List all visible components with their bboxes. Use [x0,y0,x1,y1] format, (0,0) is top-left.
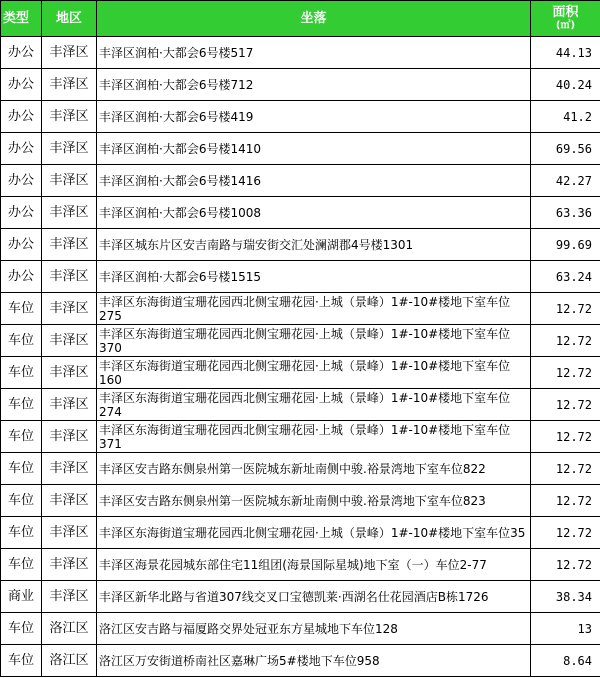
cell-area: 丰泽区 [42,549,97,581]
cell-size: 41.2 [531,101,600,133]
table-row [1,549,600,581]
cell-size: 12.72 [531,389,600,421]
cell-location: 丰泽区东海街道宝珊花园西北侧宝珊花园·上城（景峰）1#-10#楼地下室车位370 [97,325,531,357]
cell-type: 办公 [1,133,42,165]
cell-size: 12.72 [531,453,600,485]
cell-type: 车位 [1,389,42,421]
table-row [1,485,600,517]
cell-type: 车位 [1,421,42,453]
table-row [1,517,600,549]
cell-location: 丰泽区润柏·大都会6号楼1410 [97,133,531,165]
header-area: 地区 [42,1,97,37]
table-row [1,37,600,69]
cell-type: 车位 [1,517,42,549]
cell-area: 丰泽区 [42,101,97,133]
header-type: 类型 [1,1,42,37]
table-row [1,357,600,389]
table-row [1,613,600,645]
cell-area: 丰泽区 [42,485,97,517]
table-header [1,1,600,37]
cell-location: 丰泽区东海街道宝珊花园西北侧宝珊花园·上城（景峰）1#-10#楼地下室车位160 [97,357,531,389]
cell-area: 丰泽区 [42,453,97,485]
cell-size: 63.24 [531,261,600,293]
cell-location: 丰泽区东海街道宝珊花园西北侧宝珊花园·上城（景峰）1#-10#楼地下室车位35 [97,517,531,549]
table-row [1,133,600,165]
cell-location: 丰泽区润柏·大都会6号楼1515 [97,261,531,293]
table-row [1,421,600,453]
cell-size: 44.13 [531,37,600,69]
cell-location: 丰泽区安吉路东侧泉州第一医院城东新址南侧中骏.裕景湾地下室车位823 [97,485,531,517]
cell-location: 丰泽区东海街道宝珊花园西北侧宝珊花园·上城（景峰）1#-10#楼地下室车位275 [97,293,531,325]
table-row [1,165,600,197]
cell-location: 丰泽区东海街道宝珊花园西北侧宝珊花园·上城（景峰）1#-10#楼地下室车位371 [97,421,531,453]
cell-type: 车位 [1,325,42,357]
cell-type: 办公 [1,261,42,293]
table-row [1,453,600,485]
cell-size: 63.36 [531,197,600,229]
cell-area: 丰泽区 [42,517,97,549]
cell-area: 丰泽区 [42,421,97,453]
cell-type: 车位 [1,549,42,581]
cell-size: 12.72 [531,421,600,453]
cell-location: 丰泽区润柏·大都会6号楼419 [97,101,531,133]
cell-area: 洛江区 [42,613,97,645]
cell-type: 车位 [1,645,42,677]
cell-type: 车位 [1,613,42,645]
cell-type: 办公 [1,69,42,101]
header-size-unit: (㎡) [555,20,576,31]
cell-size: 42.27 [531,165,600,197]
cell-size: 12.72 [531,549,600,581]
cell-size: 12.72 [531,357,600,389]
cell-type: 办公 [1,37,42,69]
cell-type: 办公 [1,197,42,229]
table-body [1,37,600,677]
cell-location: 丰泽区润柏·大都会6号楼1008 [97,197,531,229]
cell-size: 38.34 [531,581,600,613]
header-size-label: 面积 [552,5,579,20]
cell-type: 办公 [1,229,42,261]
cell-size: 40.24 [531,69,600,101]
table-row [1,229,600,261]
cell-area: 丰泽区 [42,197,97,229]
cell-area: 丰泽区 [42,69,97,101]
cell-size: 99.69 [531,229,600,261]
table-row [1,293,600,325]
cell-type: 车位 [1,357,42,389]
cell-location: 丰泽区安吉路东侧泉州第一医院城东新址南侧中骏.裕景湾地下室车位822 [97,453,531,485]
cell-area: 丰泽区 [42,581,97,613]
cell-location: 丰泽区新华北路与省道307线交叉口宝德凯莱·西湖名仕花园酒店B栋1726 [97,581,531,613]
header-size [531,1,600,37]
cell-size: 12.72 [531,293,600,325]
cell-size: 8.64 [531,645,600,677]
cell-type: 车位 [1,485,42,517]
cell-location: 洛江区安吉路与福厦路交界处冠亚东方星城地下车位128 [97,613,531,645]
cell-type: 办公 [1,101,42,133]
cell-location: 洛江区万安街道桥南社区嘉琳广场5#楼地下车位958 [97,645,531,677]
cell-area: 丰泽区 [42,389,97,421]
cell-area: 丰泽区 [42,37,97,69]
cell-location: 丰泽区城东片区安吉南路与瑞安街交汇处澜湖郡4号楼1301 [97,229,531,261]
table-row [1,389,600,421]
table-row [1,197,600,229]
cell-area: 丰泽区 [42,325,97,357]
cell-size: 12.72 [531,517,600,549]
cell-size: 12.72 [531,325,600,357]
cell-area: 丰泽区 [42,261,97,293]
cell-location: 丰泽区润柏·大都会6号楼712 [97,69,531,101]
cell-location: 丰泽区东海街道宝珊花园西北侧宝珊花园·上城（景峰）1#-10#楼地下室车位274 [97,389,531,421]
cell-size: 69.56 [531,133,600,165]
table-row [1,325,600,357]
table-row [1,645,600,677]
cell-area: 丰泽区 [42,229,97,261]
cell-location: 丰泽区润柏·大都会6号楼1416 [97,165,531,197]
cell-location: 丰泽区海景花园城东部住宅11组团(海景国际星城)地下室（一）车位2-77 [97,549,531,581]
cell-type: 车位 [1,453,42,485]
cell-type: 车位 [1,293,42,325]
cell-area: 丰泽区 [42,357,97,389]
cell-type: 商业 [1,581,42,613]
cell-type: 办公 [1,165,42,197]
cell-area: 洛江区 [42,645,97,677]
cell-location: 丰泽区润柏·大都会6号楼517 [97,37,531,69]
cell-area: 丰泽区 [42,293,97,325]
table-row [1,581,600,613]
table-row [1,261,600,293]
table-row [1,69,600,101]
cell-size: 13 [531,613,600,645]
header-location: 坐落 [97,1,531,37]
cell-size: 12.72 [531,485,600,517]
cell-area: 丰泽区 [42,165,97,197]
table-row [1,101,600,133]
cell-area: 丰泽区 [42,133,97,165]
header-row [1,1,600,37]
